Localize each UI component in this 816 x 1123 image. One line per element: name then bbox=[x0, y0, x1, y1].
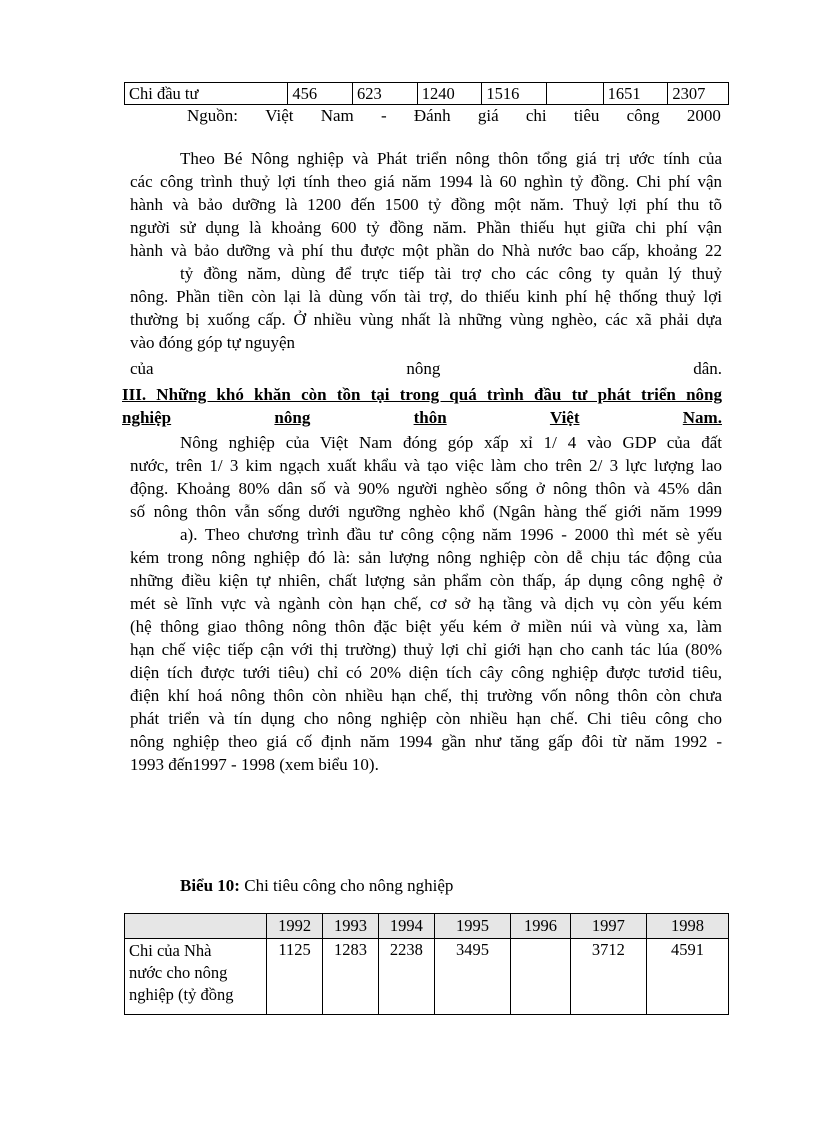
text-line: mét sè lĩnh vực và ngành còn hạn chế, cơ sở hạ tầng và dịch vụ còn yếu kém bbox=[130, 594, 722, 613]
text-line: kém trong nông nghiệp đó là: sản lượng nông nghiệp còn dễ chịu tác động của bbox=[130, 548, 722, 567]
table-cell: 3495 bbox=[434, 939, 510, 1015]
table-cell: 1125 bbox=[267, 939, 323, 1015]
table-row bbox=[125, 939, 729, 1015]
text-word: nông bbox=[406, 359, 441, 378]
year-header: 1996 bbox=[511, 914, 571, 939]
top-table bbox=[124, 82, 729, 105]
table-cell: 1651 bbox=[603, 83, 668, 105]
table-cell: 4591 bbox=[647, 939, 729, 1015]
table-row bbox=[125, 83, 729, 105]
year-header: 1992 bbox=[267, 914, 323, 939]
paragraph-agriculture bbox=[130, 431, 722, 776]
text-line: điện khí hoá nông thôn còn nhiều hạn chế, thị trường vốn nông thôn còn chưa bbox=[130, 686, 722, 705]
table-cell: 1516 bbox=[482, 83, 547, 105]
heading-word: thôn bbox=[413, 408, 447, 427]
text-line: diện tích được tưới tiêu) chỉ có 20% diện tích cây công nghiệp được tươid tiêu, bbox=[130, 663, 722, 682]
text-line: thường bị xuống cấp. Ở nhiều vùng nhất là những vùng nghèo, các xã phải dựa bbox=[130, 310, 722, 329]
heading-word: nông bbox=[274, 408, 311, 427]
source-word: 2000 bbox=[686, 106, 721, 125]
table-cell: 1240 bbox=[417, 83, 482, 105]
text-line: Theo Bé Nông nghiệp và Phát triển nông thôn tổng giá trị ước tính của bbox=[180, 149, 722, 168]
source-word: Nam bbox=[320, 106, 354, 125]
table-cell bbox=[547, 83, 603, 105]
table-cell bbox=[511, 939, 571, 1015]
text-line: nước, trên 1/ 3 kim ngạch xuất khẩu và tạo việc làm cho trên 2/ 3 lực lượng lao bbox=[130, 456, 722, 475]
table-cell-label: Chi đầu tư bbox=[125, 83, 288, 105]
section-heading bbox=[122, 383, 722, 429]
source-word: chi bbox=[525, 106, 547, 125]
text-line: hành và bảo dưỡng là 1200 đến 1500 tỷ đồng một năm. Thuỷ lợi phí thu tõ bbox=[130, 195, 722, 214]
table-cell: 623 bbox=[353, 83, 418, 105]
text-line: Nông nghiệp của Việt Nam đóng góp xấp xỉ 1/ 4 vào GDP của đất bbox=[180, 433, 722, 452]
text-line: tỷ đồng năm, dùng để trực tiếp tài trợ cho các công ty quản lý thuỷ bbox=[180, 264, 722, 283]
source-word: công bbox=[626, 106, 660, 125]
row-label bbox=[125, 939, 267, 1015]
text-line: vào đóng góp tự nguyện bbox=[130, 333, 296, 352]
text-line: động. Khoảng 80% dân số và 90% người nghèo sống ở nông thôn và 45% dân bbox=[130, 479, 722, 498]
text-line: 1993 đến1997 - 1998 (xem biểu 10). bbox=[130, 755, 379, 774]
paragraph-end-line bbox=[130, 357, 722, 380]
text-line: (hệ thông giao thông nông thôn đặc biệt yếu kém ở miền núi và vùng xa, làm bbox=[130, 617, 722, 636]
heading-word: nghiệp bbox=[122, 408, 172, 427]
row-label-line: Chi của Nhà bbox=[129, 941, 212, 960]
table-cell: 3712 bbox=[570, 939, 646, 1015]
source-word: Nguồn: bbox=[187, 106, 238, 125]
year-header: 1993 bbox=[323, 914, 379, 939]
row-label-line: nghiệp (tỷ đồng bbox=[129, 985, 234, 1004]
source-word: Đánh bbox=[413, 106, 451, 125]
table-header-empty bbox=[125, 914, 267, 939]
text-line: hạn chế việc tiếp cận với thị trường) thuỷ lợi chỉ giới hạn cho canh tác lúa (80% bbox=[130, 640, 722, 659]
spending-table bbox=[124, 913, 729, 1015]
text-line: người sử dụng là khoảng 600 tỷ đồng năm. Phần thiếu hụt giữa chi phí vận bbox=[130, 218, 722, 237]
text-line: những điều kiện tự nhiên, chất lượng sản phẩm còn thấp, áp dụng công nghệ ở bbox=[130, 571, 722, 590]
table-cell: 1283 bbox=[323, 939, 379, 1015]
paragraph-irrigation bbox=[130, 147, 722, 354]
heading-line: III. Những khó khăn còn tồn tại trong quá trình đầu tư phát triển nông bbox=[122, 385, 722, 404]
text-line: các công trình thuỷ lợi tính theo giá năm 1994 là 60 nghìn tỷ đồng. Chi phí vận bbox=[130, 172, 722, 191]
text-line: hành và bảo dưỡng và phí thu được một phần do Nhà nước bao cấp, khoảng 22 bbox=[130, 241, 722, 260]
heading-word: Nam. bbox=[682, 408, 722, 427]
year-header: 1995 bbox=[434, 914, 510, 939]
table-header-row bbox=[125, 914, 729, 939]
caption-text: Chi tiêu công cho nông nghiệp bbox=[239, 876, 454, 895]
text-line: số nông thôn vẫn sống dưới ngưỡng nghèo khổ (Ngân hàng thế giới năm 1999 bbox=[130, 502, 722, 521]
text-word: của bbox=[130, 359, 154, 378]
year-header: 1998 bbox=[647, 914, 729, 939]
source-word: tiêu bbox=[573, 106, 600, 125]
table-caption bbox=[180, 876, 453, 896]
text-line: nông. Phần tiền còn lại là dùng vốn tài trợ, do thiếu kinh phí hệ thống thuỷ lợi bbox=[130, 287, 722, 306]
year-header: 1997 bbox=[570, 914, 646, 939]
text-line: phát triển và tín dụng cho nông nghiệp còn nhiều hạn chế. Chi tiêu công cho bbox=[130, 709, 722, 728]
text-word: dân. bbox=[693, 359, 722, 378]
caption-label: Biểu 10: bbox=[180, 876, 240, 895]
year-header: 1994 bbox=[378, 914, 434, 939]
source-word: Việt bbox=[265, 106, 294, 125]
heading-word: Việt bbox=[549, 408, 580, 427]
text-line: a). Theo chương trình đầu tư công cộng năm 1996 - 2000 thì mét sè yếu bbox=[180, 525, 722, 544]
source-word: giá bbox=[477, 106, 499, 125]
table-cell: 456 bbox=[288, 83, 353, 105]
row-label-line: nước cho nông bbox=[129, 963, 228, 982]
source-note bbox=[187, 106, 721, 126]
table-cell: 2307 bbox=[668, 83, 729, 105]
heading-line bbox=[122, 406, 722, 429]
text-line: nông nghiệp theo giá cố định năm 1994 gần như tăng gấp đôi từ năm 1992 - bbox=[130, 732, 722, 751]
table-cell: 2238 bbox=[378, 939, 434, 1015]
source-word: - bbox=[380, 106, 387, 125]
